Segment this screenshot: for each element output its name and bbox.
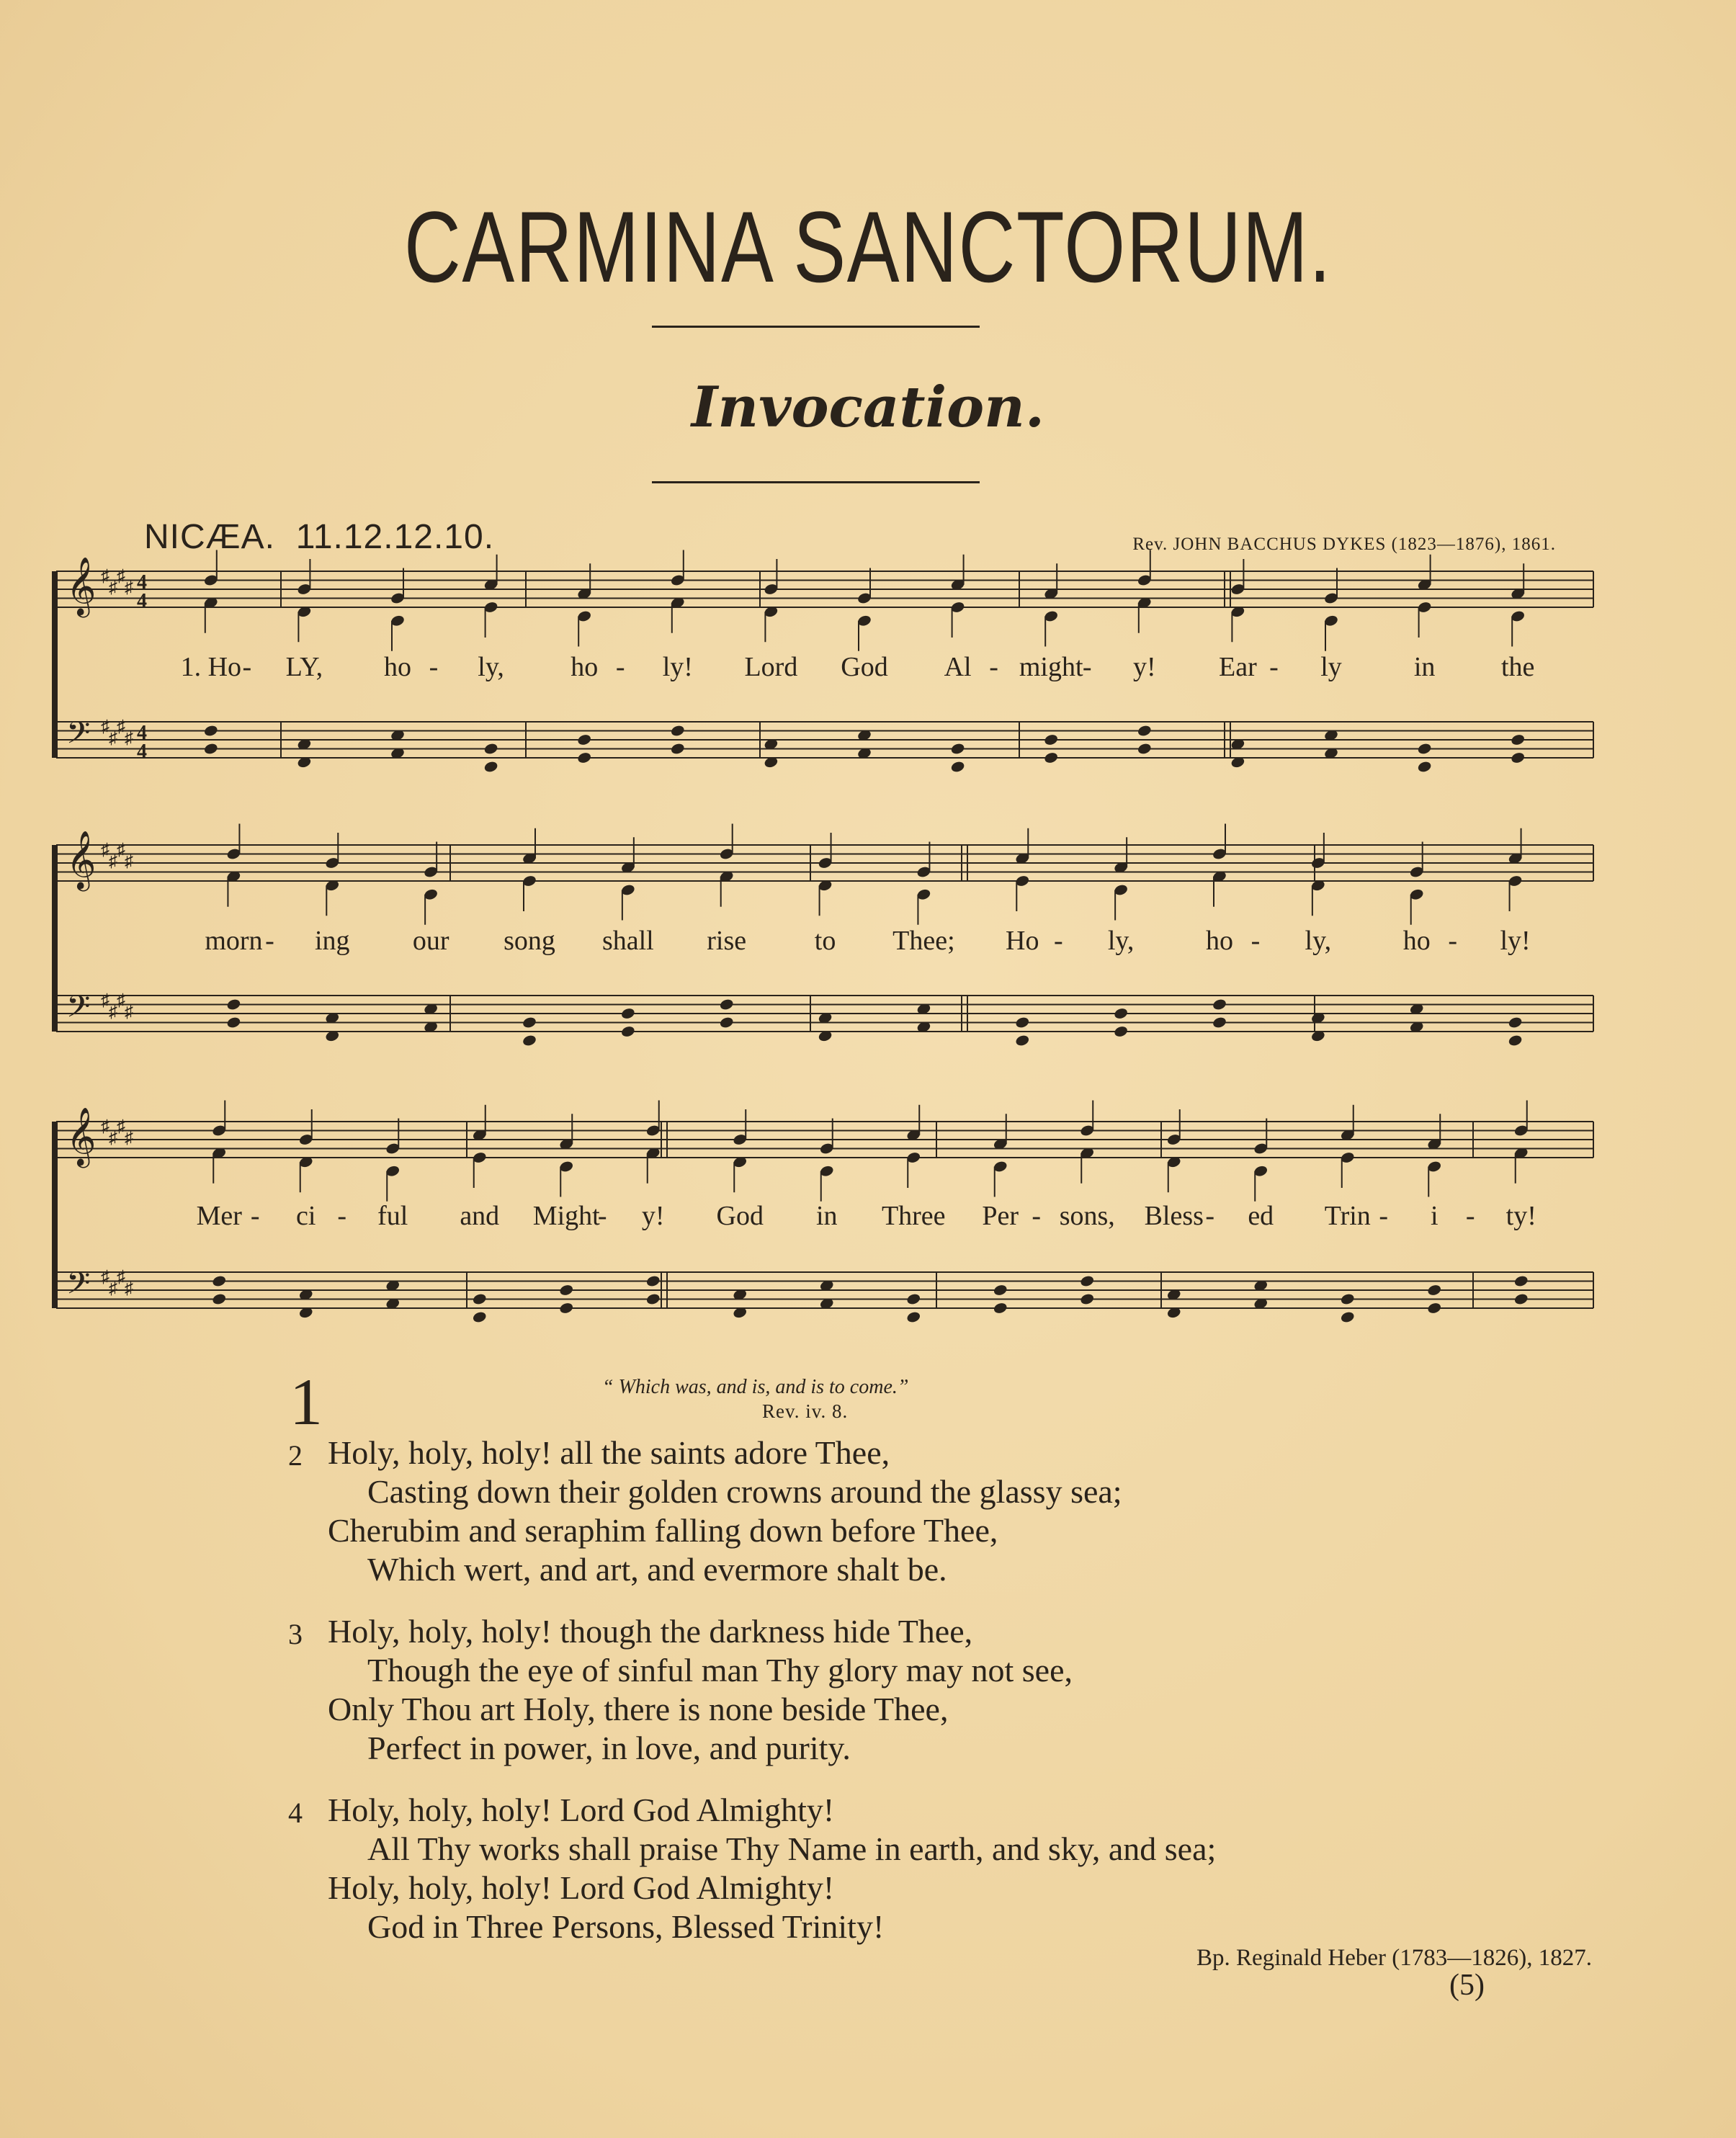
sharp-sign: ♯ bbox=[109, 1003, 117, 1021]
note-head bbox=[620, 1025, 635, 1038]
sharp-sign: ♯ bbox=[117, 841, 125, 859]
note-head bbox=[670, 724, 685, 737]
lyric-syllable: y! bbox=[641, 1201, 665, 1231]
note-head bbox=[226, 1016, 241, 1029]
verse-line: Only Thou art Holy, there is none beside Thee, bbox=[328, 1691, 949, 1727]
note-head bbox=[1417, 760, 1432, 773]
note-head bbox=[559, 1302, 574, 1315]
lyric-syllable: Lord bbox=[744, 652, 798, 682]
lyric-syllable: i bbox=[1430, 1201, 1439, 1231]
note-head bbox=[1212, 1016, 1227, 1029]
note-head bbox=[993, 1302, 1008, 1315]
lyric-hyphen: - bbox=[615, 652, 625, 682]
hymn-author: Bp. Reginald Heber (1783—1826), 1827. bbox=[1196, 1945, 1592, 1971]
note-head bbox=[577, 733, 592, 746]
lyric-syllable: ful bbox=[377, 1201, 408, 1231]
lyric-syllable: morn bbox=[205, 926, 263, 956]
note-head bbox=[1015, 1016, 1030, 1029]
sharp-sign: ♯ bbox=[117, 1117, 125, 1136]
note-head bbox=[1340, 1310, 1355, 1323]
lyric-syllable: ho bbox=[571, 652, 599, 682]
note-head bbox=[212, 1274, 227, 1287]
note-head bbox=[472, 1310, 487, 1323]
verse-line: Holy, holy, holy! Lord God Almighty! bbox=[328, 1869, 835, 1906]
lyric-syllable: Might bbox=[532, 1201, 600, 1231]
note-head bbox=[1113, 1025, 1128, 1038]
lyric-hyphen: - bbox=[429, 652, 439, 682]
note-head bbox=[620, 1007, 635, 1020]
note-head bbox=[950, 760, 965, 773]
note-head bbox=[1137, 742, 1152, 755]
lyric-syllable: Thee; bbox=[892, 926, 955, 956]
time-signature: 4 bbox=[137, 722, 147, 744]
bass-clef: 𝄢 bbox=[66, 989, 91, 1032]
note-head bbox=[645, 1292, 661, 1305]
verse-line: Holy, holy, holy! though the darkness hide Thee, bbox=[328, 1613, 973, 1650]
lyric-hyphen: - bbox=[250, 1201, 260, 1231]
sharp-sign: ♯ bbox=[109, 1129, 117, 1148]
note-head bbox=[1340, 1292, 1355, 1305]
tune-meter: 11.12.12.10. bbox=[295, 518, 495, 556]
note-head bbox=[1137, 724, 1152, 737]
note-head bbox=[670, 742, 685, 755]
lyric-syllable: LY, bbox=[285, 652, 323, 682]
lyric-syllable: Mer bbox=[196, 1201, 242, 1231]
verse-number: 2 bbox=[288, 1439, 303, 1472]
sharp-sign: ♯ bbox=[101, 991, 109, 1010]
bass-clef: 𝄢 bbox=[66, 1266, 91, 1309]
lyric-hyphen: - bbox=[1032, 1201, 1042, 1231]
lyric-syllable: might bbox=[1019, 652, 1083, 682]
composer-credit: Rev. JOHN BACCHUS DYKES (1823—1876), 1861. bbox=[1132, 534, 1556, 554]
sharp-sign: ♯ bbox=[101, 1117, 109, 1136]
lyric-syllable: ly, bbox=[1107, 926, 1135, 956]
lyric-syllable: 1. Ho bbox=[180, 652, 242, 682]
note-head bbox=[483, 760, 498, 773]
lyric-hyphen: - bbox=[1448, 926, 1458, 956]
lyric-syllable: Ho bbox=[1006, 926, 1039, 956]
note-head bbox=[522, 1034, 537, 1047]
note-head bbox=[1113, 1007, 1128, 1020]
verse-2 bbox=[288, 1433, 1122, 1589]
sharp-sign: ♯ bbox=[109, 729, 117, 748]
note-head bbox=[1508, 1016, 1523, 1029]
lyric-hyphen: - bbox=[242, 652, 252, 682]
note-head bbox=[719, 998, 734, 1011]
verse-line: Casting down their golden crowns around the glassy sea; bbox=[367, 1473, 1122, 1510]
verse-line: Which wert, and art, and evermore shalt be. bbox=[367, 1551, 947, 1588]
verse-number: 3 bbox=[288, 1618, 303, 1650]
lyric-syllable: y! bbox=[1132, 652, 1156, 682]
lyric-syllable: in bbox=[1413, 652, 1436, 682]
lyric-syllable: and bbox=[460, 1201, 500, 1231]
note-head bbox=[559, 1284, 574, 1297]
score-systems bbox=[52, 550, 1593, 1324]
note-head bbox=[719, 1016, 734, 1029]
verse-line: Cherubim and seraphim falling down before Thee, bbox=[328, 1512, 998, 1549]
page-number: (5) bbox=[1449, 1969, 1485, 2002]
time-signature: 4 bbox=[137, 571, 147, 594]
sharp-sign: ♯ bbox=[109, 1279, 117, 1298]
lyric-syllable: the bbox=[1500, 652, 1535, 682]
sharp-sign: ♯ bbox=[125, 1279, 133, 1298]
lyric-syllable: Al bbox=[944, 652, 972, 682]
lyric-syllable: ly! bbox=[662, 652, 693, 682]
sharp-sign: ♯ bbox=[125, 1129, 133, 1148]
lyric-syllable: Ear bbox=[1219, 652, 1257, 682]
time-signature: 4 bbox=[137, 590, 147, 612]
sharp-sign: ♯ bbox=[101, 1268, 109, 1287]
note-head bbox=[1511, 733, 1526, 746]
lyric-syllable: ly! bbox=[1500, 926, 1531, 956]
verse-line: God in Three Persons, Blessed Trinity! bbox=[367, 1908, 885, 1945]
verse-line: Perfect in power, in love, and purity. bbox=[367, 1730, 851, 1766]
note-head bbox=[1044, 733, 1059, 746]
verse-line: Holy, holy, holy! all the saints adore Thee, bbox=[328, 1434, 890, 1471]
reference-number: 1 bbox=[290, 1365, 323, 1439]
verse-3 bbox=[288, 1612, 1073, 1768]
scripture-quote: “ Which was, and is, and is to come.” bbox=[602, 1376, 909, 1398]
note-head bbox=[1427, 1284, 1442, 1297]
lyric-hyphen: - bbox=[1250, 926, 1261, 956]
treble-clef: 𝄞 bbox=[66, 1106, 97, 1166]
lyric-hyphen: - bbox=[265, 926, 274, 956]
sharp-sign: ♯ bbox=[117, 567, 125, 586]
note-head bbox=[472, 1292, 487, 1305]
note-head bbox=[1015, 1034, 1030, 1047]
book-title: CARMINA SANCTORUM. bbox=[403, 190, 1333, 303]
lyric-hyphen: - bbox=[1269, 652, 1279, 682]
lyric-hyphen: - bbox=[989, 652, 998, 682]
lyric-syllable: God bbox=[841, 652, 888, 682]
note-head bbox=[1513, 1274, 1529, 1287]
sharp-sign: ♯ bbox=[117, 991, 125, 1010]
lyric-hyphen: - bbox=[337, 1201, 347, 1231]
sharp-sign: ♯ bbox=[125, 729, 133, 748]
lyric-hyphen: - bbox=[1205, 1201, 1215, 1231]
sharp-sign: ♯ bbox=[101, 841, 109, 859]
lyric-syllable: Three bbox=[881, 1201, 946, 1231]
lyric-syllable: ho bbox=[384, 652, 411, 682]
sharp-sign: ♯ bbox=[125, 852, 133, 871]
lyric-syllable: ly bbox=[1320, 652, 1342, 682]
note-head bbox=[1508, 1034, 1523, 1047]
sharp-sign: ♯ bbox=[117, 717, 125, 736]
note-head bbox=[1417, 742, 1432, 755]
note-head bbox=[212, 1292, 227, 1305]
lyric-syllable: ci bbox=[296, 1201, 316, 1231]
note-head bbox=[1044, 751, 1059, 764]
lyric-syllable: rise bbox=[707, 926, 747, 956]
lyric-hyphen: - bbox=[1465, 1201, 1475, 1231]
system-bracket bbox=[52, 571, 58, 758]
note-head bbox=[1513, 1292, 1529, 1305]
lyric-syllable: Per bbox=[982, 1201, 1019, 1231]
lyric-hyphen: - bbox=[1082, 652, 1092, 682]
sharp-sign: ♯ bbox=[109, 578, 117, 597]
note-head bbox=[906, 1292, 921, 1305]
note-head bbox=[483, 742, 498, 755]
lyric-syllable: to bbox=[814, 926, 836, 956]
note-head bbox=[203, 724, 218, 737]
time-signature: 4 bbox=[137, 741, 147, 763]
lyric-syllable: ho bbox=[1402, 926, 1431, 956]
lyric-hyphen: - bbox=[1053, 926, 1063, 956]
bass-clef: 𝄢 bbox=[66, 715, 91, 759]
lyric-syllable: ty! bbox=[1505, 1201, 1536, 1231]
lyric-syllable: ly, bbox=[478, 652, 504, 682]
note-head bbox=[645, 1274, 661, 1287]
verse-4 bbox=[288, 1791, 1216, 1946]
note-head bbox=[950, 742, 965, 755]
lyric-syllable: Bless bbox=[1144, 1201, 1204, 1231]
system-bracket bbox=[52, 1122, 58, 1308]
treble-clef: 𝄞 bbox=[66, 556, 97, 615]
verse-line: All Thy works shall praise Thy Name in earth, and sky, and sea; bbox=[367, 1830, 1217, 1867]
scripture-citation: Rev. iv. 8. bbox=[762, 1400, 849, 1422]
note-head bbox=[993, 1284, 1008, 1297]
note-head bbox=[1427, 1302, 1442, 1315]
note-head bbox=[1511, 751, 1526, 764]
tune-name: NICÆA. bbox=[144, 518, 276, 556]
lyric-syllable: shall bbox=[601, 926, 654, 956]
sharp-sign: ♯ bbox=[125, 1003, 133, 1021]
sharp-sign: ♯ bbox=[109, 852, 117, 871]
note-head bbox=[1080, 1292, 1095, 1305]
note-head bbox=[577, 751, 592, 764]
sharp-sign: ♯ bbox=[101, 717, 109, 736]
lyric-syllable: our bbox=[412, 926, 449, 956]
note-head bbox=[226, 998, 241, 1011]
treble-clef: 𝄞 bbox=[66, 830, 97, 889]
lyric-syllable: God bbox=[716, 1201, 764, 1231]
sharp-sign: ♯ bbox=[117, 1268, 125, 1287]
lyric-hyphen: - bbox=[1379, 1201, 1389, 1231]
section-heading: Invocation. bbox=[691, 375, 1045, 440]
lyric-syllable: Trin bbox=[1324, 1201, 1371, 1231]
sharp-sign: ♯ bbox=[125, 578, 133, 597]
lyric-syllable: ho bbox=[1206, 926, 1233, 956]
note-head bbox=[522, 1016, 537, 1029]
lyric-hyphen: - bbox=[597, 1201, 607, 1231]
lyric-syllable: sons, bbox=[1059, 1201, 1115, 1231]
lyric-syllable: ing bbox=[315, 926, 350, 956]
system-bracket bbox=[52, 845, 58, 1032]
lyric-syllable: in bbox=[815, 1201, 838, 1231]
lyric-syllable: ly, bbox=[1305, 926, 1332, 956]
note-head bbox=[1212, 998, 1227, 1011]
note-head bbox=[203, 742, 218, 755]
lyric-syllable: ed bbox=[1248, 1201, 1274, 1231]
note-head bbox=[906, 1310, 921, 1323]
note-head bbox=[1080, 1274, 1095, 1287]
lyric-syllable: song bbox=[504, 926, 555, 956]
verse-line: Holy, holy, holy! Lord God Almighty! bbox=[328, 1792, 835, 1828]
verse-number: 4 bbox=[288, 1797, 303, 1829]
sharp-sign: ♯ bbox=[101, 567, 109, 586]
verse-line: Though the eye of sinful man Thy glory may not see, bbox=[367, 1652, 1073, 1689]
